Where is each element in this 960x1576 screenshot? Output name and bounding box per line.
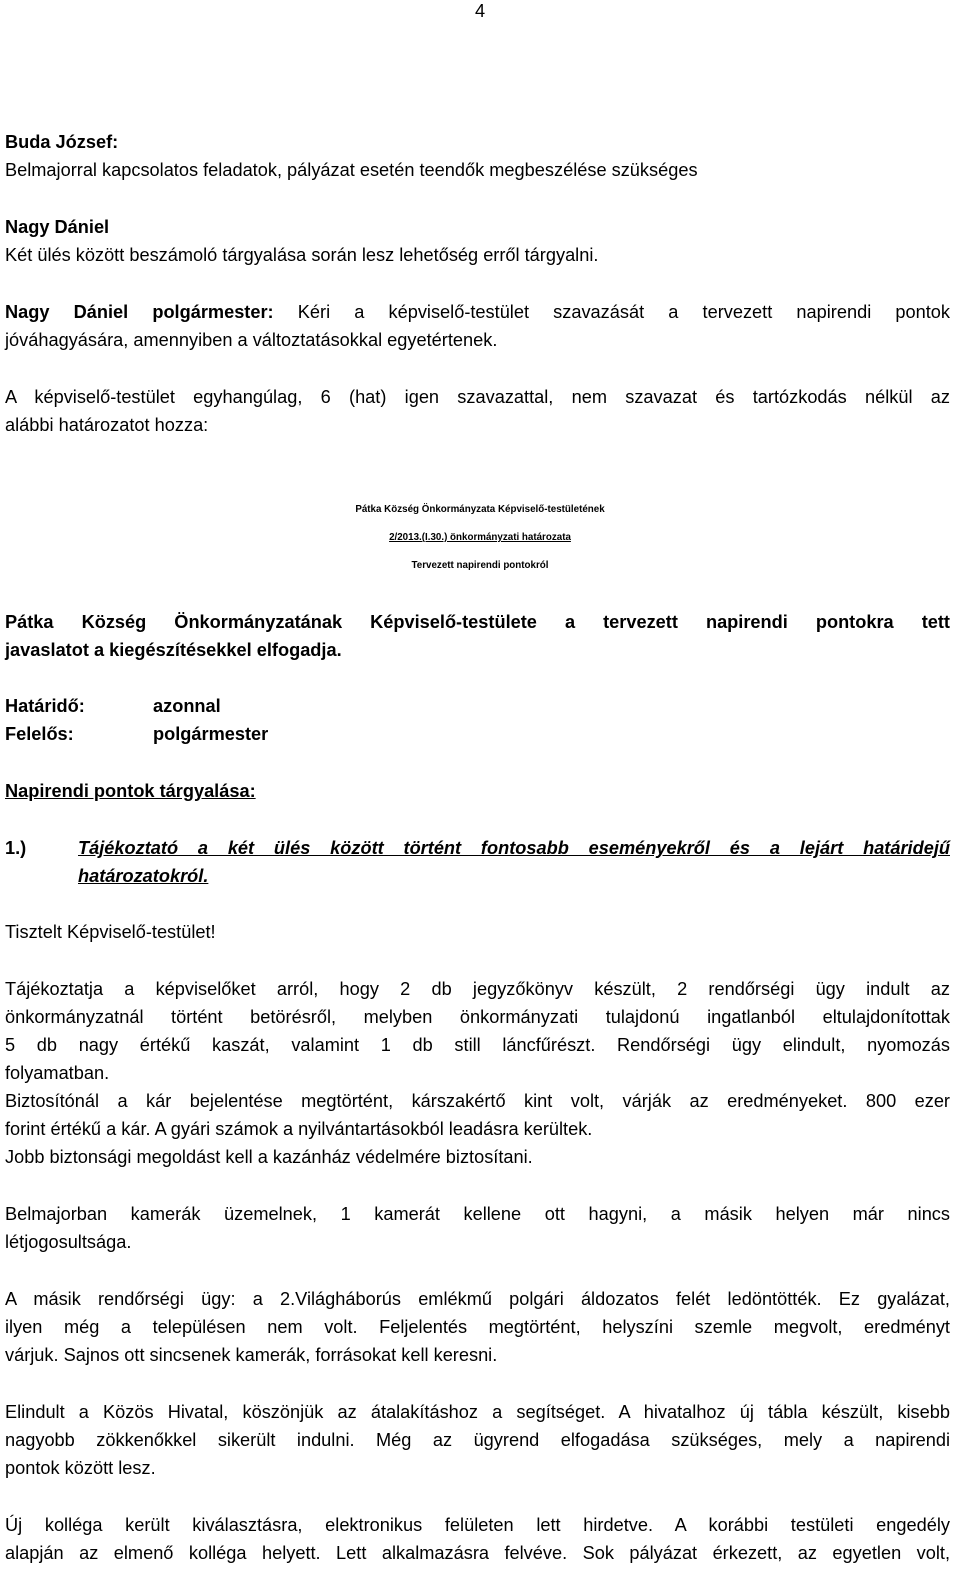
report-p2-line-3: Jobb biztonsági megoldást kell a kazánház védelmére biztosítani.	[5, 1147, 533, 1167]
report-p5-line-2: nagyobb zökkenőkkel sikerült indulni. Még az ügyrend elfogadása szükséges, mely a napirendi	[5, 1430, 950, 1450]
mayor-text-1: Kéri a képviselő-testület szavazását a tervezett napirendi pontok	[297, 302, 950, 322]
report-p4-line-1: A másik rendőrségi ügy: a 2.Világháborús emlékmű polgári áldozatos felét ledöntötték. Ez gyalázat,	[5, 1289, 950, 1309]
mayor-statement-line-1	[5, 300, 950, 324]
report-p2-line-1: Biztosítónál a kár bejelentése megtörtént, kárszakértő kint volt, várják az eredményeket. 800 ezer	[5, 1091, 950, 1111]
report-p3-line-2: létjogosultsága.	[5, 1232, 132, 1252]
responsible-value: polgármester	[153, 724, 269, 744]
vote-line-2: alábbi határozatot hozza:	[5, 415, 209, 435]
nagy-statement: Két ülés között beszámoló tárgyalása során lesz lehetőség erről tárgyalni.	[5, 245, 599, 265]
agenda-item-title-2: határozatokról.	[78, 866, 209, 886]
mayor-statement-line-2: jóváhagyására, amennyiben a változtatásokkal egyetértenek.	[5, 330, 498, 350]
report-p4-line-2: ilyen még a településen nem volt. Feljelentés megtörtént, helyszíni szemle megvolt, eredményt	[5, 1317, 950, 1337]
resolution-title-3: Tervezett napirendi pontokról	[411, 560, 549, 571]
report-p1-line-3: 5 db nagy értékű kaszát, valamint 1 db still láncfűrészt. Rendőrségi ügy elindult, nyomozás	[5, 1035, 950, 1055]
resolution-title-1: Pátka Község Önkormányzata Képviselő-testületének	[355, 504, 605, 515]
speaker-nagy: Nagy Dániel	[5, 217, 110, 237]
resolution-title-2	[0, 526, 960, 550]
vote-line-1: A képviselő-testület egyhangúlag, 6 (hat) igen szavazattal, nem szavazat és tartózkodás nélkül az	[5, 387, 950, 407]
agenda-item-title-1: Tájékoztató a két ülés között történt fontosabb eseményekről és a lejárt határidejű	[78, 838, 950, 858]
mayor-label: Nagy Dániel polgármester:	[5, 302, 274, 322]
report-p5-line-1: Elindult a Közös Hivatal, köszönjük az átalakításhoz a segítséget. A hivatalhoz új tábla készült, kisebb	[5, 1402, 950, 1422]
agenda-heading: Napirendi pontok tárgyalása:	[5, 781, 256, 801]
resolution-body-2: javaslatot a kiegészítésekkel elfogadja.	[5, 640, 342, 660]
deadline-label: Határidő:	[5, 696, 85, 716]
report-p4-line-3: várjuk. Sajnos ott sincsenek kamerák, forrásokat kell keresni.	[5, 1345, 498, 1365]
resolution-number: 2/2013.(I.30.) önkormányzati határozata	[389, 532, 571, 543]
report-p6-line-1: Új kolléga került kiválasztásra, elektronikus felületen lett hirdetve. A korábbi testületi engedély	[5, 1515, 950, 1535]
report-p3-line-1: Belmajorban kamerák üzemelnek, 1 kamerát kellene ott hagyni, a másik helyen már nincs	[5, 1204, 950, 1224]
responsible-row	[5, 722, 268, 746]
resolution-body-1: Pátka Község Önkormányzatának Képviselő-testülete a tervezett napirendi pontokra tett	[5, 612, 950, 632]
deadline-value: azonnal	[153, 696, 221, 716]
responsible-label: Felelős:	[5, 724, 74, 744]
page-number: 4	[474, 1, 486, 21]
agenda-item-number: 1.)	[5, 838, 27, 858]
speaker-buda: Buda József:	[5, 132, 119, 152]
report-p1-line-2: önkormányzatnál történt betörésről, melyben önkormányzati tulajdonú ingatlanból eltulajdonítottak	[5, 1007, 950, 1027]
report-p6-line-2: alapján az elmenő kolléga helyett. Lett alkalmazásra felvéve. Sok pályázat érkezett, az egyetlen volt,	[5, 1543, 950, 1563]
report-p1-line-4: folyamatban.	[5, 1063, 110, 1083]
report-p5-line-3: pontok között lesz.	[5, 1458, 156, 1478]
buda-statement: Belmajorral kapcsolatos feladatok, pályázat esetén teendők megbeszélése szükséges	[5, 160, 698, 180]
report-p2-line-2: forint értékű a kár. A gyári számok a nyilvántartásokból leadásra kerültek.	[5, 1119, 593, 1139]
deadline-row	[5, 694, 221, 718]
report-p1-line-1: Tájékoztatja a képviselőket arról, hogy 2 db jegyzőkönyv készült, 2 rendőrségi ügy indult az	[5, 979, 950, 999]
greeting: Tisztelt Képviselő-testület!	[5, 922, 216, 942]
